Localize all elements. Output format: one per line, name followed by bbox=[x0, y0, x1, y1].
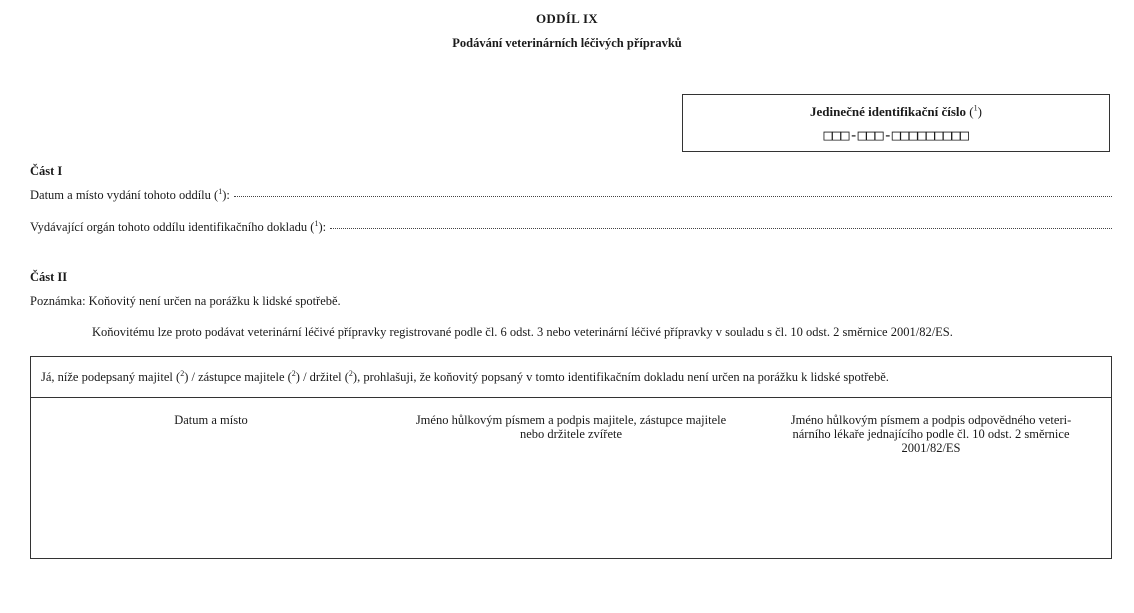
issuing-authority-dotted-line[interactable] bbox=[330, 227, 1112, 229]
declaration-table bbox=[30, 356, 1112, 559]
unique-id-box bbox=[682, 94, 1110, 152]
decl-part1: Já, níže podepsaný majitel ( bbox=[41, 370, 181, 384]
part2-paragraph: Koňovitému lze proto podávat veterinární léčivé přípravky registrované podle čl. 6 odst. 3 nebo veterinární léčivé přípravky v souladu s čl. 10 odst. 2 směrnice 2001/82/ES. bbox=[92, 325, 953, 339]
issue-date-place-label-text: Datum a místo vydání tohoto oddílu bbox=[30, 188, 211, 202]
part1-heading: Část I bbox=[30, 164, 63, 178]
issuing-authority-label-text: Vydávající orgán tohoto oddílu identifikačního dokladu bbox=[30, 220, 308, 234]
col-owner-label-line2: nebo držitele zvířete bbox=[519, 427, 623, 441]
footnote-ref: 2 bbox=[180, 368, 185, 378]
part2-note: Poznámka: Koňovitý není určen na porážku k lidské spotřebě. bbox=[30, 294, 341, 308]
col-vet-label-line3: 2001/82/ES bbox=[901, 441, 961, 455]
col-vet-label-line1: Jméno hůlkovým písmem a podpis odpovědného veteri- bbox=[790, 413, 1072, 427]
part2-heading: Část II bbox=[30, 270, 68, 284]
footnote-ref: 2 bbox=[291, 368, 296, 378]
decl-part3: ) / držitel ( bbox=[295, 370, 349, 384]
signature-col-owner[interactable] bbox=[386, 413, 756, 441]
unique-id-digit-boxes[interactable]: □□□-□□□-□□□□□□□□□ bbox=[823, 126, 969, 144]
issuing-authority-label: Vydávající orgán tohoto oddílu identifikačního dokladu ($^1$): bbox=[30, 218, 327, 234]
unique-id-label: Jedinečné identifikační číslo ($^1$) bbox=[810, 103, 982, 119]
section-subtitle: Podávání veterinárních léčivých přípravků bbox=[452, 36, 682, 50]
col-date-place-label: Datum a místo bbox=[174, 413, 248, 427]
footnote-ref: 2 bbox=[348, 368, 353, 378]
signature-col-veterinarian[interactable] bbox=[771, 413, 1091, 455]
col-owner-label-line1: Jméno hůlkovým písmem a podpis majitele, zástupce majitele bbox=[415, 413, 727, 427]
footnote-ref: 1 bbox=[973, 103, 978, 113]
decl-part2: ) / zástupce majitele ( bbox=[184, 370, 292, 384]
declaration-statement bbox=[31, 357, 1111, 398]
issue-date-place-label: Datum a místo vydání tohoto oddílu ($^1$): bbox=[30, 186, 230, 202]
col-vet-label-line2: nárního lékaře jednajícího podle čl. 10 odst. 2 směrnice bbox=[792, 427, 1070, 441]
signature-col-date-place[interactable] bbox=[91, 413, 331, 427]
issue-date-place-dotted-line[interactable] bbox=[234, 195, 1112, 197]
id-box-right-tick bbox=[1109, 103, 1110, 131]
issuing-authority-field[interactable] bbox=[30, 220, 1112, 235]
issue-date-place-field[interactable] bbox=[30, 188, 1112, 203]
decl-part4: ), prohlašuji, že koňovitý popsaný v tomto identifikačním dokladu není určen na porážku k lidské spotřebě. bbox=[352, 370, 889, 384]
unique-id-label-text: Jedinečné identifikační číslo bbox=[810, 104, 967, 119]
section-title: ODDÍL IX bbox=[536, 11, 598, 26]
footnote-ref: 1 bbox=[218, 186, 223, 196]
footnote-ref: 1 bbox=[314, 218, 319, 228]
